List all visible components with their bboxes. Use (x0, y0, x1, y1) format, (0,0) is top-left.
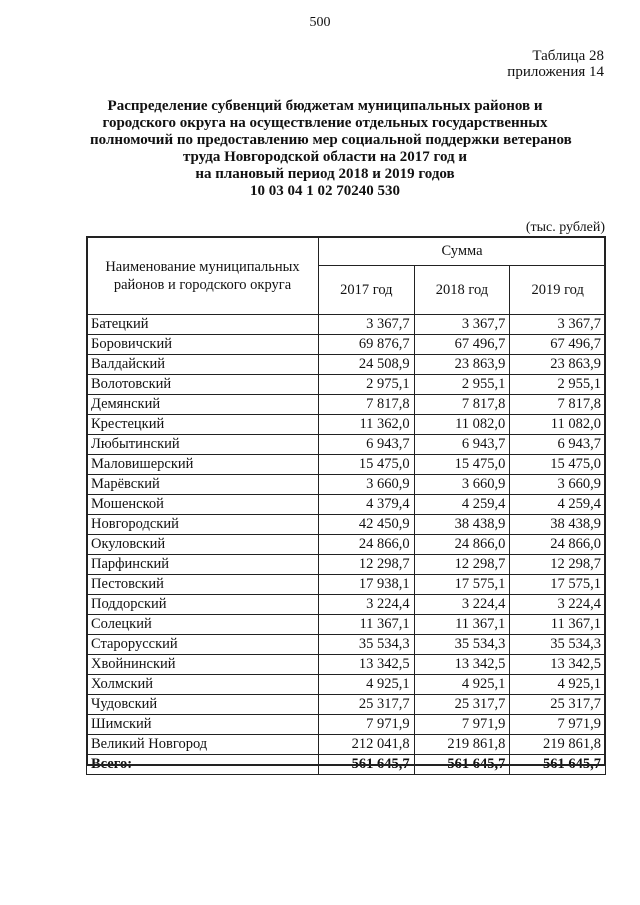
district-name: Парфинский (87, 555, 319, 575)
total-district-name: Всего: (87, 755, 319, 775)
district-name: Валдайский (87, 355, 319, 375)
value-2019: 25 317,7 (510, 695, 606, 715)
district-name: Поддорский (87, 595, 319, 615)
value-2019: 3 224,4 (510, 595, 606, 615)
value-2018: 7 817,8 (414, 395, 510, 415)
value-2018: 24 866,0 (414, 535, 510, 555)
value-2018: 219 861,8 (414, 735, 510, 755)
table-row (87, 395, 606, 415)
district-name: Старорусский (87, 635, 319, 655)
value-2018: 35 534,3 (414, 635, 510, 655)
value-2017: 17 938,1 (319, 575, 415, 595)
value-2018: 15 475,0 (414, 455, 510, 475)
table-row (87, 515, 606, 535)
table-row (87, 635, 606, 655)
value-2018: 4 925,1 (414, 675, 510, 695)
value-2019: 24 866,0 (510, 535, 606, 555)
value-2019: 11 082,0 (510, 415, 606, 435)
units-label: (тыс. рублей) (525, 220, 605, 235)
district-name: Окуловский (87, 535, 319, 555)
value-2018: 2 955,1 (414, 375, 510, 395)
district-name: Шимский (87, 715, 319, 735)
district-name: Новгородский (87, 515, 319, 535)
value-2019: 3 367,7 (510, 315, 606, 335)
table-row (87, 375, 606, 395)
value-2019: 4 259,4 (510, 495, 606, 515)
header-sum: Сумма (319, 237, 606, 266)
value-2019: 35 534,3 (510, 635, 606, 655)
value-2019: 11 367,1 (510, 615, 606, 635)
value-2019: 17 575,1 (510, 575, 606, 595)
value-2019: 6 943,7 (510, 435, 606, 455)
table-row (87, 595, 606, 615)
value-2018: 23 863,9 (414, 355, 510, 375)
title-line: полномочий по предоставлению мер социальной поддержки ветеранов (90, 132, 572, 148)
value-2017: 3 224,4 (319, 595, 415, 615)
value-2019: 13 342,5 (510, 655, 606, 675)
value-2017: 12 298,7 (319, 555, 415, 575)
district-name: Маловишерский (87, 455, 319, 475)
table-row (87, 335, 606, 355)
page-number: 500 (309, 15, 331, 30)
district-name: Солецкий (87, 615, 319, 635)
table-number: Таблица 28 (532, 48, 604, 64)
value-2018: 7 971,9 (414, 715, 510, 735)
value-2017: 24 508,9 (319, 355, 415, 375)
value-2017: 3 367,7 (319, 315, 415, 335)
district-name: Великий Новгород (87, 735, 319, 755)
table-row (87, 415, 606, 435)
title-line: на плановый период 2018 и 2019 годов (195, 166, 455, 182)
header-year-2018: 2018 год (414, 266, 510, 315)
value-2019: 219 861,8 (510, 735, 606, 755)
value-2017: 25 317,7 (319, 695, 415, 715)
table-row (87, 675, 606, 695)
total-value-2018: 561 645,7 (414, 755, 510, 775)
district-name: Мошенской (87, 495, 319, 515)
value-2019: 2 955,1 (510, 375, 606, 395)
table-row (87, 695, 606, 715)
value-2018: 4 259,4 (414, 495, 510, 515)
value-2017: 2 975,1 (319, 375, 415, 395)
value-2018: 3 660,9 (414, 475, 510, 495)
title-line: труда Новгородской области на 2017 год и (182, 149, 467, 165)
district-name: Батецкий (87, 315, 319, 335)
total-value-2019: 561 645,7 (510, 755, 606, 775)
value-2017: 7 971,9 (319, 715, 415, 735)
total-row (87, 755, 606, 775)
district-name: Чудовский (87, 695, 319, 715)
header-year-2017: 2017 год (319, 266, 415, 315)
value-2017: 3 660,9 (319, 475, 415, 495)
value-2018: 3 367,7 (414, 315, 510, 335)
table-row (87, 615, 606, 635)
value-2018: 25 317,7 (414, 695, 510, 715)
value-2018: 11 082,0 (414, 415, 510, 435)
district-name: Волотовский (87, 375, 319, 395)
header-year-2019: 2019 год (510, 266, 606, 315)
value-2019: 7 817,8 (510, 395, 606, 415)
table-reference (507, 48, 604, 80)
value-2017: 69 876,7 (319, 335, 415, 355)
value-2017: 42 450,9 (319, 515, 415, 535)
table-row (87, 435, 606, 455)
title-line: Распределение субвенций бюджетам муниципальных районов и (107, 98, 543, 114)
district-name: Любытинский (87, 435, 319, 455)
appendix-number: приложения 14 (507, 64, 604, 80)
value-2017: 4 379,4 (319, 495, 415, 515)
district-name: Демянский (87, 395, 319, 415)
value-2019: 12 298,7 (510, 555, 606, 575)
value-2017: 15 475,0 (319, 455, 415, 475)
value-2018: 38 438,9 (414, 515, 510, 535)
value-2018: 12 298,7 (414, 555, 510, 575)
document-title (90, 98, 572, 200)
district-name: Холмский (87, 675, 319, 695)
table-body (87, 315, 606, 775)
value-2019: 7 971,9 (510, 715, 606, 735)
value-2019: 67 496,7 (510, 335, 606, 355)
header-name: Наименование муниципальных районов и городского округа (87, 237, 319, 315)
district-name: Крестецкий (87, 415, 319, 435)
value-2017: 212 041,8 (319, 735, 415, 755)
value-2018: 13 342,5 (414, 655, 510, 675)
district-name: Хвойнинский (87, 655, 319, 675)
value-2019: 23 863,9 (510, 355, 606, 375)
value-2017: 11 367,1 (319, 615, 415, 635)
value-2019: 38 438,9 (510, 515, 606, 535)
district-name: Пестовский (87, 575, 319, 595)
table-row (87, 655, 606, 675)
total-value-2017: 561 645,7 (319, 755, 415, 775)
district-name: Боровичский (87, 335, 319, 355)
table-row (87, 735, 606, 755)
table-row (87, 455, 606, 475)
table-row (87, 575, 606, 595)
table-row (87, 535, 606, 555)
table-row (87, 475, 606, 495)
value-2017: 7 817,8 (319, 395, 415, 415)
district-name: Марёвский (87, 475, 319, 495)
value-2018: 3 224,4 (414, 595, 510, 615)
value-2019: 3 660,9 (510, 475, 606, 495)
subsidy-table (86, 236, 606, 775)
table-row (87, 495, 606, 515)
value-2019: 4 925,1 (510, 675, 606, 695)
table-row (87, 555, 606, 575)
value-2017: 24 866,0 (319, 535, 415, 555)
value-2019: 15 475,0 (510, 455, 606, 475)
value-2018: 17 575,1 (414, 575, 510, 595)
budget-code: 10 03 04 1 02 70240 530 (250, 183, 400, 199)
value-2018: 67 496,7 (414, 335, 510, 355)
value-2018: 11 367,1 (414, 615, 510, 635)
value-2017: 4 925,1 (319, 675, 415, 695)
table-row (87, 715, 606, 735)
table-row (87, 355, 606, 375)
value-2017: 35 534,3 (319, 635, 415, 655)
value-2017: 13 342,5 (319, 655, 415, 675)
table-row (87, 315, 606, 335)
value-2017: 11 362,0 (319, 415, 415, 435)
value-2018: 6 943,7 (414, 435, 510, 455)
title-line: городского округа на осуществление отдельных государственных (102, 115, 548, 131)
value-2017: 6 943,7 (319, 435, 415, 455)
